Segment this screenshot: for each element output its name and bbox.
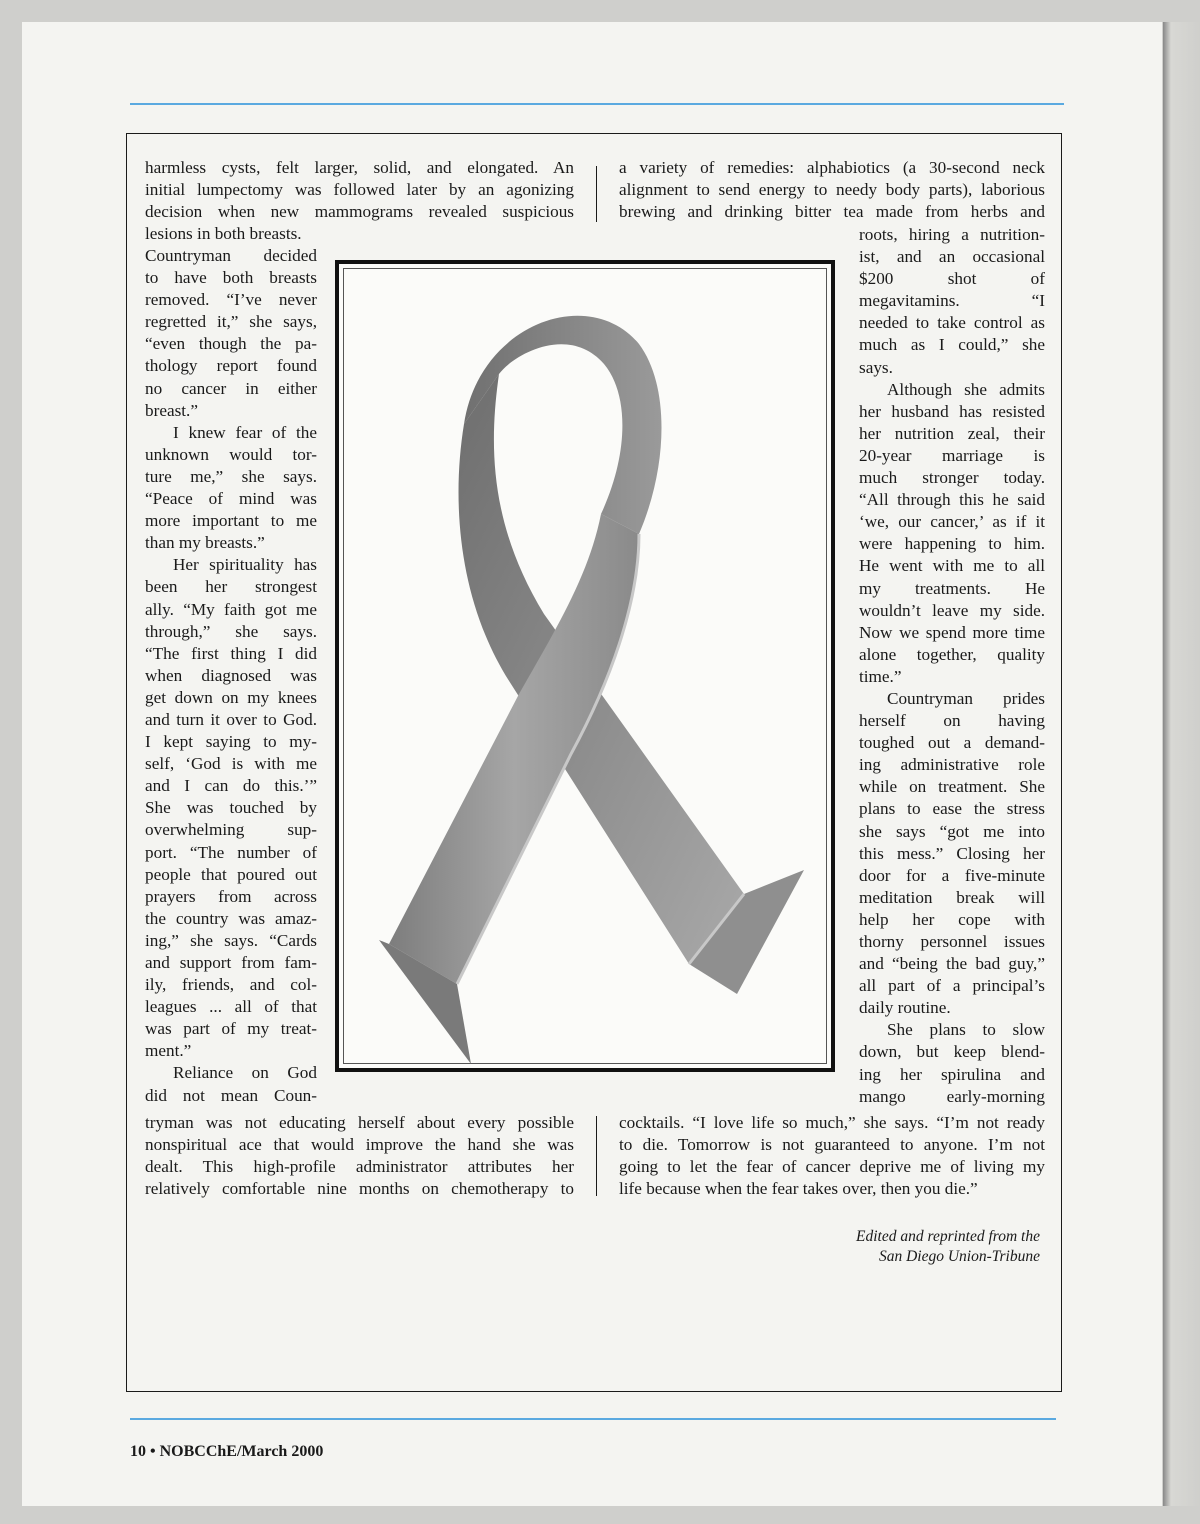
- text-line: I knew fear of the: [173, 422, 317, 442]
- text-line: door for a five-minute: [859, 865, 1045, 885]
- text-line: toughed out a demand-: [859, 733, 1045, 753]
- text-line: ing her spirulina and: [859, 1064, 1045, 1084]
- text-line: were happening to him.: [859, 534, 1045, 554]
- text-line: to have both breasts: [145, 268, 317, 288]
- text-line: I kept saying to my-: [145, 732, 317, 752]
- column-divider: [596, 166, 597, 222]
- text-line: “even though the pa-: [145, 334, 317, 354]
- text-line: daily routine.: [859, 998, 951, 1018]
- text-line: dealt. This high-profile administrator attributes her: [145, 1157, 574, 1177]
- text-line: time.”: [859, 666, 902, 686]
- text-line: a variety of remedies: alphabiotics (a 30-second neck: [619, 158, 1045, 177]
- text-line: through,” she says.: [145, 621, 317, 641]
- text-line: prayers from across: [145, 886, 317, 906]
- awareness-ribbon-icon: [339, 264, 831, 1068]
- text-line: no cancer in either: [145, 378, 317, 398]
- text-line: did not mean Coun-: [145, 1085, 317, 1105]
- text-line: relatively comfortable nine months on chemotherapy to: [145, 1179, 574, 1199]
- text-line: $200 shot of: [859, 269, 1045, 289]
- text-line: “The first thing I did: [145, 643, 317, 663]
- text-line: regretted it,” she says,: [145, 312, 317, 332]
- text-line: Her spirituality has: [173, 555, 317, 575]
- text-line: breast.”: [145, 400, 198, 420]
- text-line: alignment to send energy to needy body parts), laborious: [619, 180, 1045, 200]
- text-line: people that poured out: [145, 864, 317, 884]
- text-line: She plans to slow: [887, 1020, 1045, 1040]
- text-line: life because when the fear takes over, then you die.”: [619, 1179, 978, 1199]
- text-line: thorny personnel issues: [859, 932, 1045, 951]
- column-divider: [596, 1116, 597, 1196]
- text-line: initial lumpectomy was followed later by an agonizing: [145, 180, 574, 200]
- left-column-bottom-text: [145, 1112, 574, 1200]
- text-line: megavitamins. “I: [859, 291, 1045, 311]
- text-line: unknown would tor-: [145, 444, 317, 464]
- left-column-wrap-text: [145, 245, 317, 1107]
- text-line: self, ‘God is with me: [145, 754, 317, 774]
- reprint-credit: [740, 1227, 1040, 1267]
- text-line: needed to take control as: [859, 313, 1045, 333]
- text-line: help her cope with: [859, 909, 1045, 929]
- text-line: ing administrative role: [859, 755, 1045, 775]
- right-column-top-text: [619, 157, 1045, 223]
- credit-line: Edited and reprinted from the: [856, 1228, 1040, 1245]
- right-column-bottom-text: [619, 1112, 1045, 1200]
- text-line: when diagnosed was: [145, 665, 317, 685]
- text-line: port. “The number of: [145, 842, 317, 862]
- text-line: much stronger today.: [859, 468, 1045, 488]
- text-line: and “being the bad guy,”: [859, 954, 1045, 974]
- text-line: herself on having: [859, 711, 1045, 731]
- text-line: the country was amaz-: [145, 908, 317, 928]
- text-line: “All through this he said: [859, 490, 1045, 510]
- text-line: He went with me to all: [859, 556, 1045, 576]
- text-line: much as I could,” she: [859, 335, 1045, 355]
- text-line: cocktails. “I love life so much,” she says. “I’m not ready: [619, 1113, 1045, 1132]
- text-line: all part of a principal’s: [859, 976, 1045, 996]
- text-line: Reliance on God: [173, 1063, 317, 1083]
- top-rule: [130, 103, 1064, 105]
- text-line: going to let the fear of cancer deprive me of living my: [619, 1157, 1045, 1177]
- text-line: She was touched by: [145, 798, 317, 818]
- binding-gutter: [1163, 22, 1200, 1506]
- text-line: more important to me: [145, 511, 317, 531]
- text-line: and turn it over to God.: [145, 709, 317, 729]
- left-column-top-text: [145, 157, 574, 245]
- text-line: get down on my knees: [145, 687, 317, 707]
- text-line: roots, hiring a nutrition-: [859, 225, 1045, 244]
- text-line: tryman was not educating herself about every possible: [145, 1113, 574, 1132]
- ribbon-figure: [335, 260, 835, 1072]
- text-line: ist, and an occasional: [859, 247, 1045, 267]
- text-line: meditation break will: [859, 887, 1045, 907]
- text-line: Although she admits: [887, 379, 1045, 399]
- text-line: says.: [859, 357, 893, 377]
- text-line: my treatments. He: [859, 578, 1045, 598]
- text-line: Countryman prides: [887, 688, 1045, 708]
- text-line: this mess.” Closing her: [859, 843, 1045, 863]
- text-line: ment.”: [145, 1041, 192, 1061]
- text-line: plans to ease the stress: [859, 799, 1045, 819]
- bottom-rule: [130, 1418, 1056, 1420]
- text-line: overwhelming sup-: [145, 820, 317, 840]
- text-line: been her strongest: [145, 577, 317, 597]
- text-line: ‘we, our cancer,’ as if it: [859, 512, 1045, 532]
- text-line: her nutrition zeal, their: [859, 423, 1045, 443]
- text-line: down, but keep blend-: [859, 1042, 1045, 1062]
- text-line: “Peace of mind was: [145, 489, 317, 509]
- text-line: alone together, quality: [859, 644, 1045, 664]
- text-line: wouldn’t leave my side.: [859, 600, 1045, 620]
- text-line: her husband has resisted: [859, 401, 1045, 421]
- page-folio: 10 • NOBCChE/March 2000: [130, 1443, 324, 1460]
- text-line: 20-year marriage is: [859, 445, 1045, 465]
- text-line: she says “got me into: [859, 821, 1045, 841]
- text-line: mango early-morning: [859, 1086, 1045, 1106]
- credit-line: San Diego Union-Tribune: [878, 1248, 1040, 1265]
- text-line: ily, friends, and col-: [145, 975, 317, 995]
- text-line: Countryman decided: [145, 246, 317, 265]
- text-line: and support from fam-: [145, 953, 317, 972]
- text-line: ally. “My faith got me: [145, 599, 317, 619]
- text-line: harmless cysts, felt larger, solid, and elongated. An: [145, 158, 574, 177]
- text-line: than my breasts.”: [145, 533, 265, 553]
- text-line: ing,” she says. “Cards: [145, 930, 317, 950]
- text-line: leagues ... all of that: [145, 997, 317, 1017]
- text-line: removed. “I’ve never: [145, 290, 317, 310]
- text-line: thology report found: [145, 356, 317, 376]
- text-line: nonspiritual ace that would improve the hand she was: [145, 1135, 574, 1155]
- text-line: to die. Tomorrow is not guaranteed to anyone. I’m not: [619, 1135, 1045, 1155]
- text-line: and I can do this.’”: [145, 776, 317, 796]
- text-line: while on treatment. She: [859, 777, 1045, 797]
- text-line: decision when new mammograms revealed suspicious: [145, 202, 574, 222]
- text-line: brewing and drinking bitter tea made from herbs and: [619, 202, 1045, 222]
- text-line: lesions in both breasts.: [145, 224, 302, 244]
- text-line: Now we spend more time: [859, 622, 1045, 642]
- text-line: ture me,” she says.: [145, 466, 317, 486]
- right-column-wrap-text: [859, 224, 1045, 1108]
- text-line: was part of my treat-: [145, 1019, 317, 1039]
